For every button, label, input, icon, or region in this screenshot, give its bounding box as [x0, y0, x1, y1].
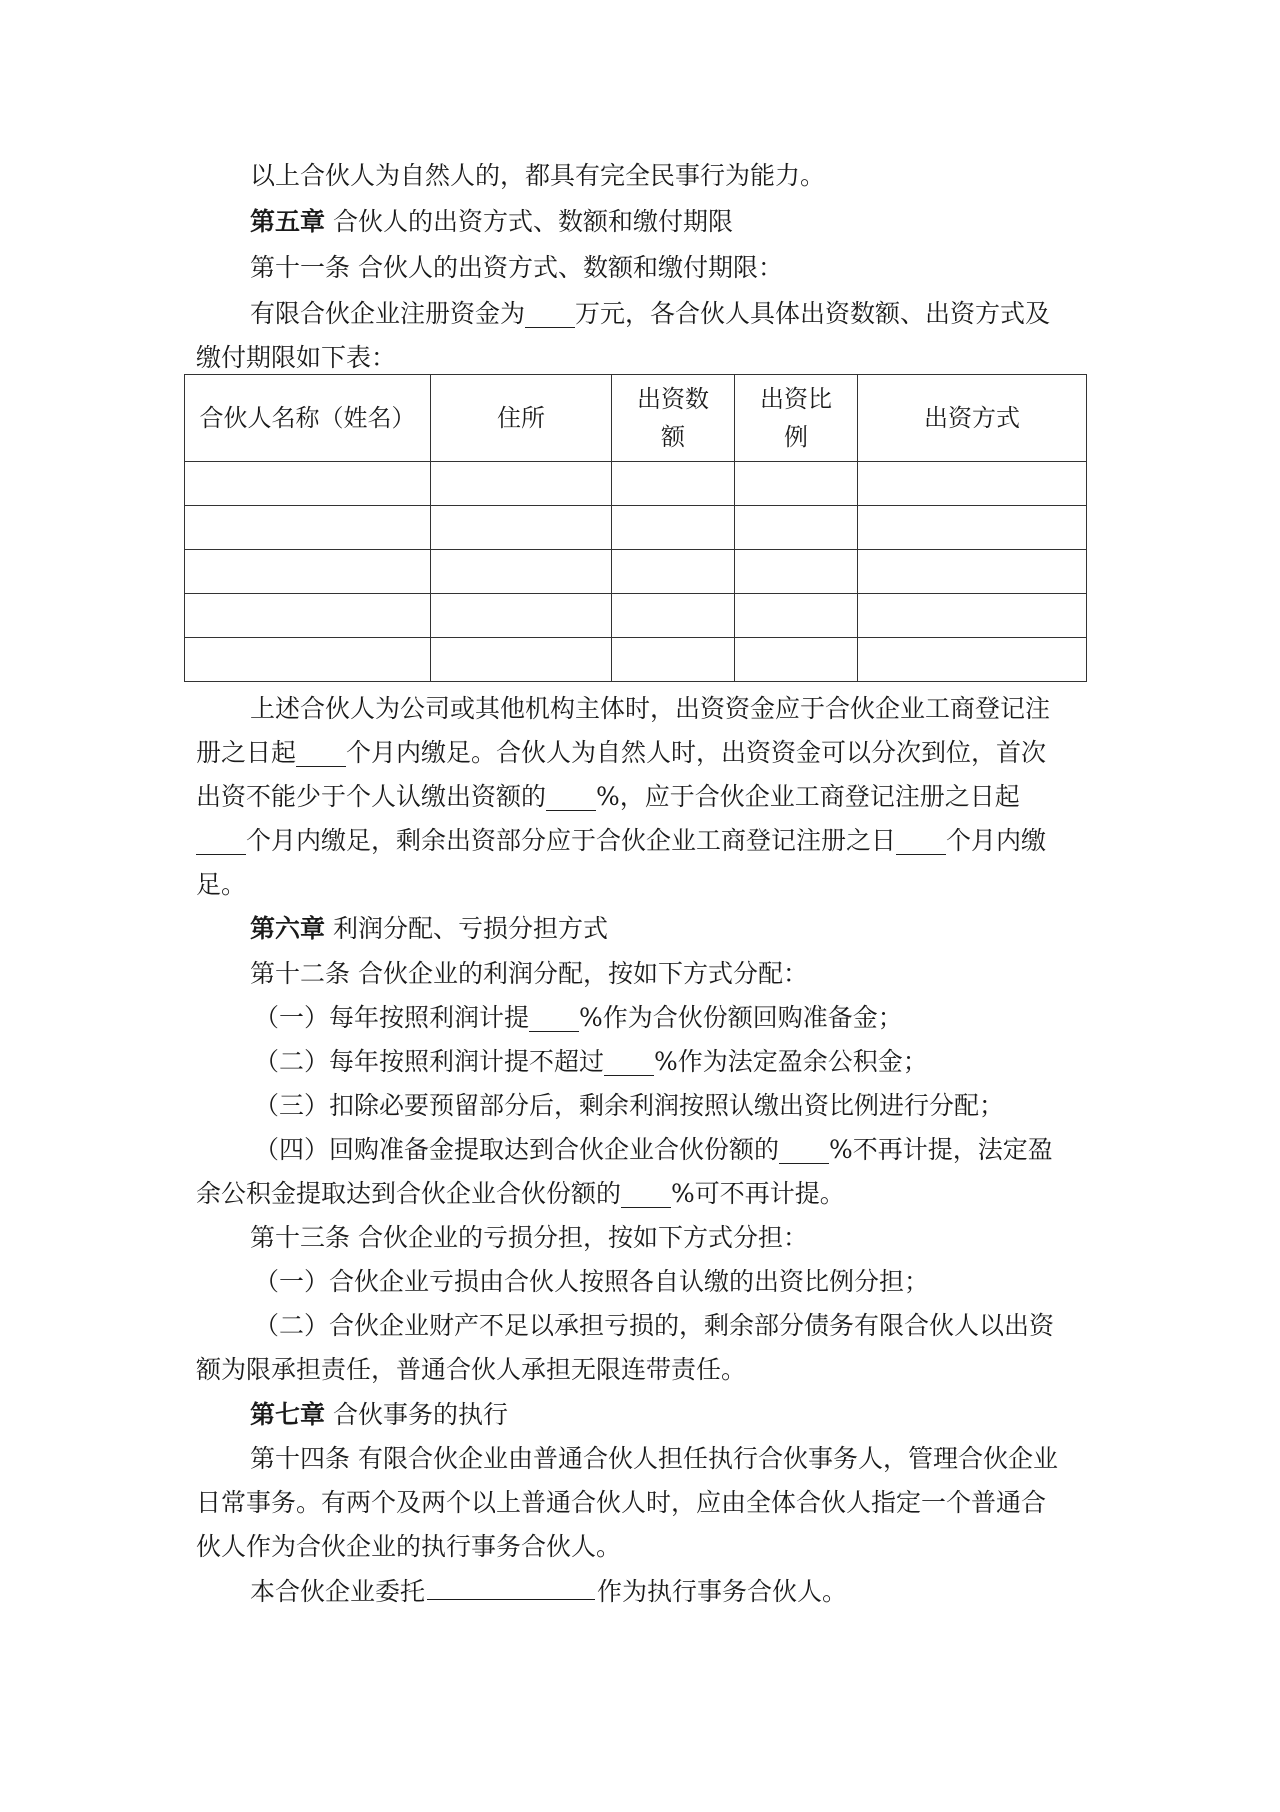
header-ratio-line2: 例: [784, 423, 808, 451]
header-method: 出资方式: [858, 375, 1087, 462]
list-item: 余公积金提取达到合伙企业合伙份额的____%可不再计提。: [196, 1179, 845, 1208]
table-cell: [185, 638, 431, 682]
paragraph: 缴付期限如下表：: [196, 343, 397, 372]
list-item: （一）每年按照利润计提____%作为合伙份额回购准备金；: [254, 1003, 903, 1032]
table-cell: [185, 506, 431, 550]
table-header-row: [185, 375, 1087, 462]
article-14: 第十四条 有限合伙企业由普通合伙人担任执行合伙事务人，管理合伙企业: [250, 1444, 1058, 1473]
table-row: [185, 506, 1087, 550]
chapter-6-heading: [250, 911, 608, 947]
header-amount-line2: 额: [661, 423, 685, 451]
list-item: （三）扣除必要预留部分后，剩余利润按照认缴出资比例进行分配；: [254, 1091, 1005, 1120]
chapter-6-label: 第六章: [250, 914, 326, 943]
entrustment-line: [250, 1573, 847, 1610]
paragraph: 有限合伙企业注册资金为____万元，各合伙人具体出资数额、出资方式及: [250, 299, 1051, 328]
chapter-7-title: 合伙事务的执行: [325, 1400, 508, 1429]
header-ratio: [735, 375, 858, 462]
table-cell: [185, 462, 431, 506]
executing-partner-blank: [427, 1573, 595, 1600]
list-item: （二）合伙企业财产不足以承担亏损的，剩余部分债务有限合伙人以出资: [254, 1311, 1055, 1340]
table-cell: [858, 506, 1087, 550]
list-item: （四）回购准备金提取达到合伙企业合伙份额的____%不再计提，法定盈: [254, 1135, 1053, 1164]
table-cell: [431, 550, 612, 594]
table-cell: [858, 550, 1087, 594]
article-13-heading: 第十三条 合伙企业的亏损分担，按如下方式分担：: [250, 1223, 808, 1252]
table-row: [185, 638, 1087, 682]
table-cell: [612, 462, 735, 506]
header-amount: [612, 375, 735, 462]
table-cell: [735, 550, 858, 594]
contribution-table: [184, 374, 1087, 682]
header-ratio-line1: 出资比: [760, 385, 832, 413]
table-row: [185, 462, 1087, 506]
table-cell: [431, 462, 612, 506]
table-cell: [431, 506, 612, 550]
table-cell: [735, 462, 858, 506]
table-cell: [431, 594, 612, 638]
list-item: （一）合伙企业亏损由合伙人按照各自认缴的出资比例分担；: [254, 1267, 930, 1296]
chapter-6-title: 利润分配、亏损分担方式: [325, 914, 608, 943]
table-cell: [858, 594, 1087, 638]
table-cell: [185, 550, 431, 594]
table-cell: [735, 638, 858, 682]
header-amount-line1: 出资数: [637, 385, 709, 413]
paragraph: 出资不能少于个人认缴出资额的____%，应于合伙企业工商登记注册之日起: [196, 782, 1020, 811]
header-address: 住所: [431, 375, 612, 462]
article-14: 伙人作为合伙企业的执行事务合伙人。: [196, 1532, 622, 1561]
article-14: 日常事务。有两个及两个以上普通合伙人时，应由全体合伙人指定一个普通合: [196, 1488, 1047, 1517]
paragraph: 上述合伙人为公司或其他机构主体时，出资资金应于合伙企业工商登记注: [250, 694, 1051, 723]
entrustment-prefix: 本合伙企业委托: [250, 1577, 426, 1606]
table-cell: [858, 462, 1087, 506]
entrustment-suffix: 作为执行事务合伙人。: [597, 1577, 848, 1606]
chapter-7-heading: [250, 1397, 508, 1433]
article-11-heading: 第十一条 合伙人的出资方式、数额和缴付期限：: [250, 253, 783, 282]
table-cell: [612, 550, 735, 594]
table-cell: [185, 594, 431, 638]
paragraph: ____个月内缴足，剩余出资部分应于合伙企业工商登记注册之日____个月内缴: [196, 826, 1047, 855]
table-cell: [612, 594, 735, 638]
table-cell: [735, 594, 858, 638]
paragraph: 以上合伙人为自然人的，都具有完全民事行为能力。: [250, 161, 826, 190]
list-item: （二）每年按照利润计提不超过____%作为法定盈余公积金；: [254, 1047, 928, 1076]
table-cell: [612, 506, 735, 550]
table-cell: [431, 638, 612, 682]
list-item: 额为限承担责任，普通合伙人承担无限连带责任。: [196, 1355, 747, 1384]
chapter-5-label: 第五章: [250, 207, 326, 236]
paragraph: 足。: [196, 870, 247, 899]
table-row: [185, 550, 1087, 594]
table-cell: [858, 638, 1087, 682]
chapter-7-label: 第七章: [250, 1400, 326, 1429]
table-row: [185, 594, 1087, 638]
table-cell: [612, 638, 735, 682]
table-cell: [735, 506, 858, 550]
chapter-5-title: 合伙人的出资方式、数额和缴付期限: [325, 207, 733, 236]
paragraph: 册之日起____个月内缴足。合伙人为自然人时，出资资金可以分次到位，首次: [196, 738, 1047, 767]
chapter-5-heading: [250, 204, 733, 240]
header-partner-name: 合伙人名称（姓名）: [185, 375, 431, 462]
article-12-heading: 第十二条 合伙企业的利润分配，按如下方式分配：: [250, 959, 808, 988]
